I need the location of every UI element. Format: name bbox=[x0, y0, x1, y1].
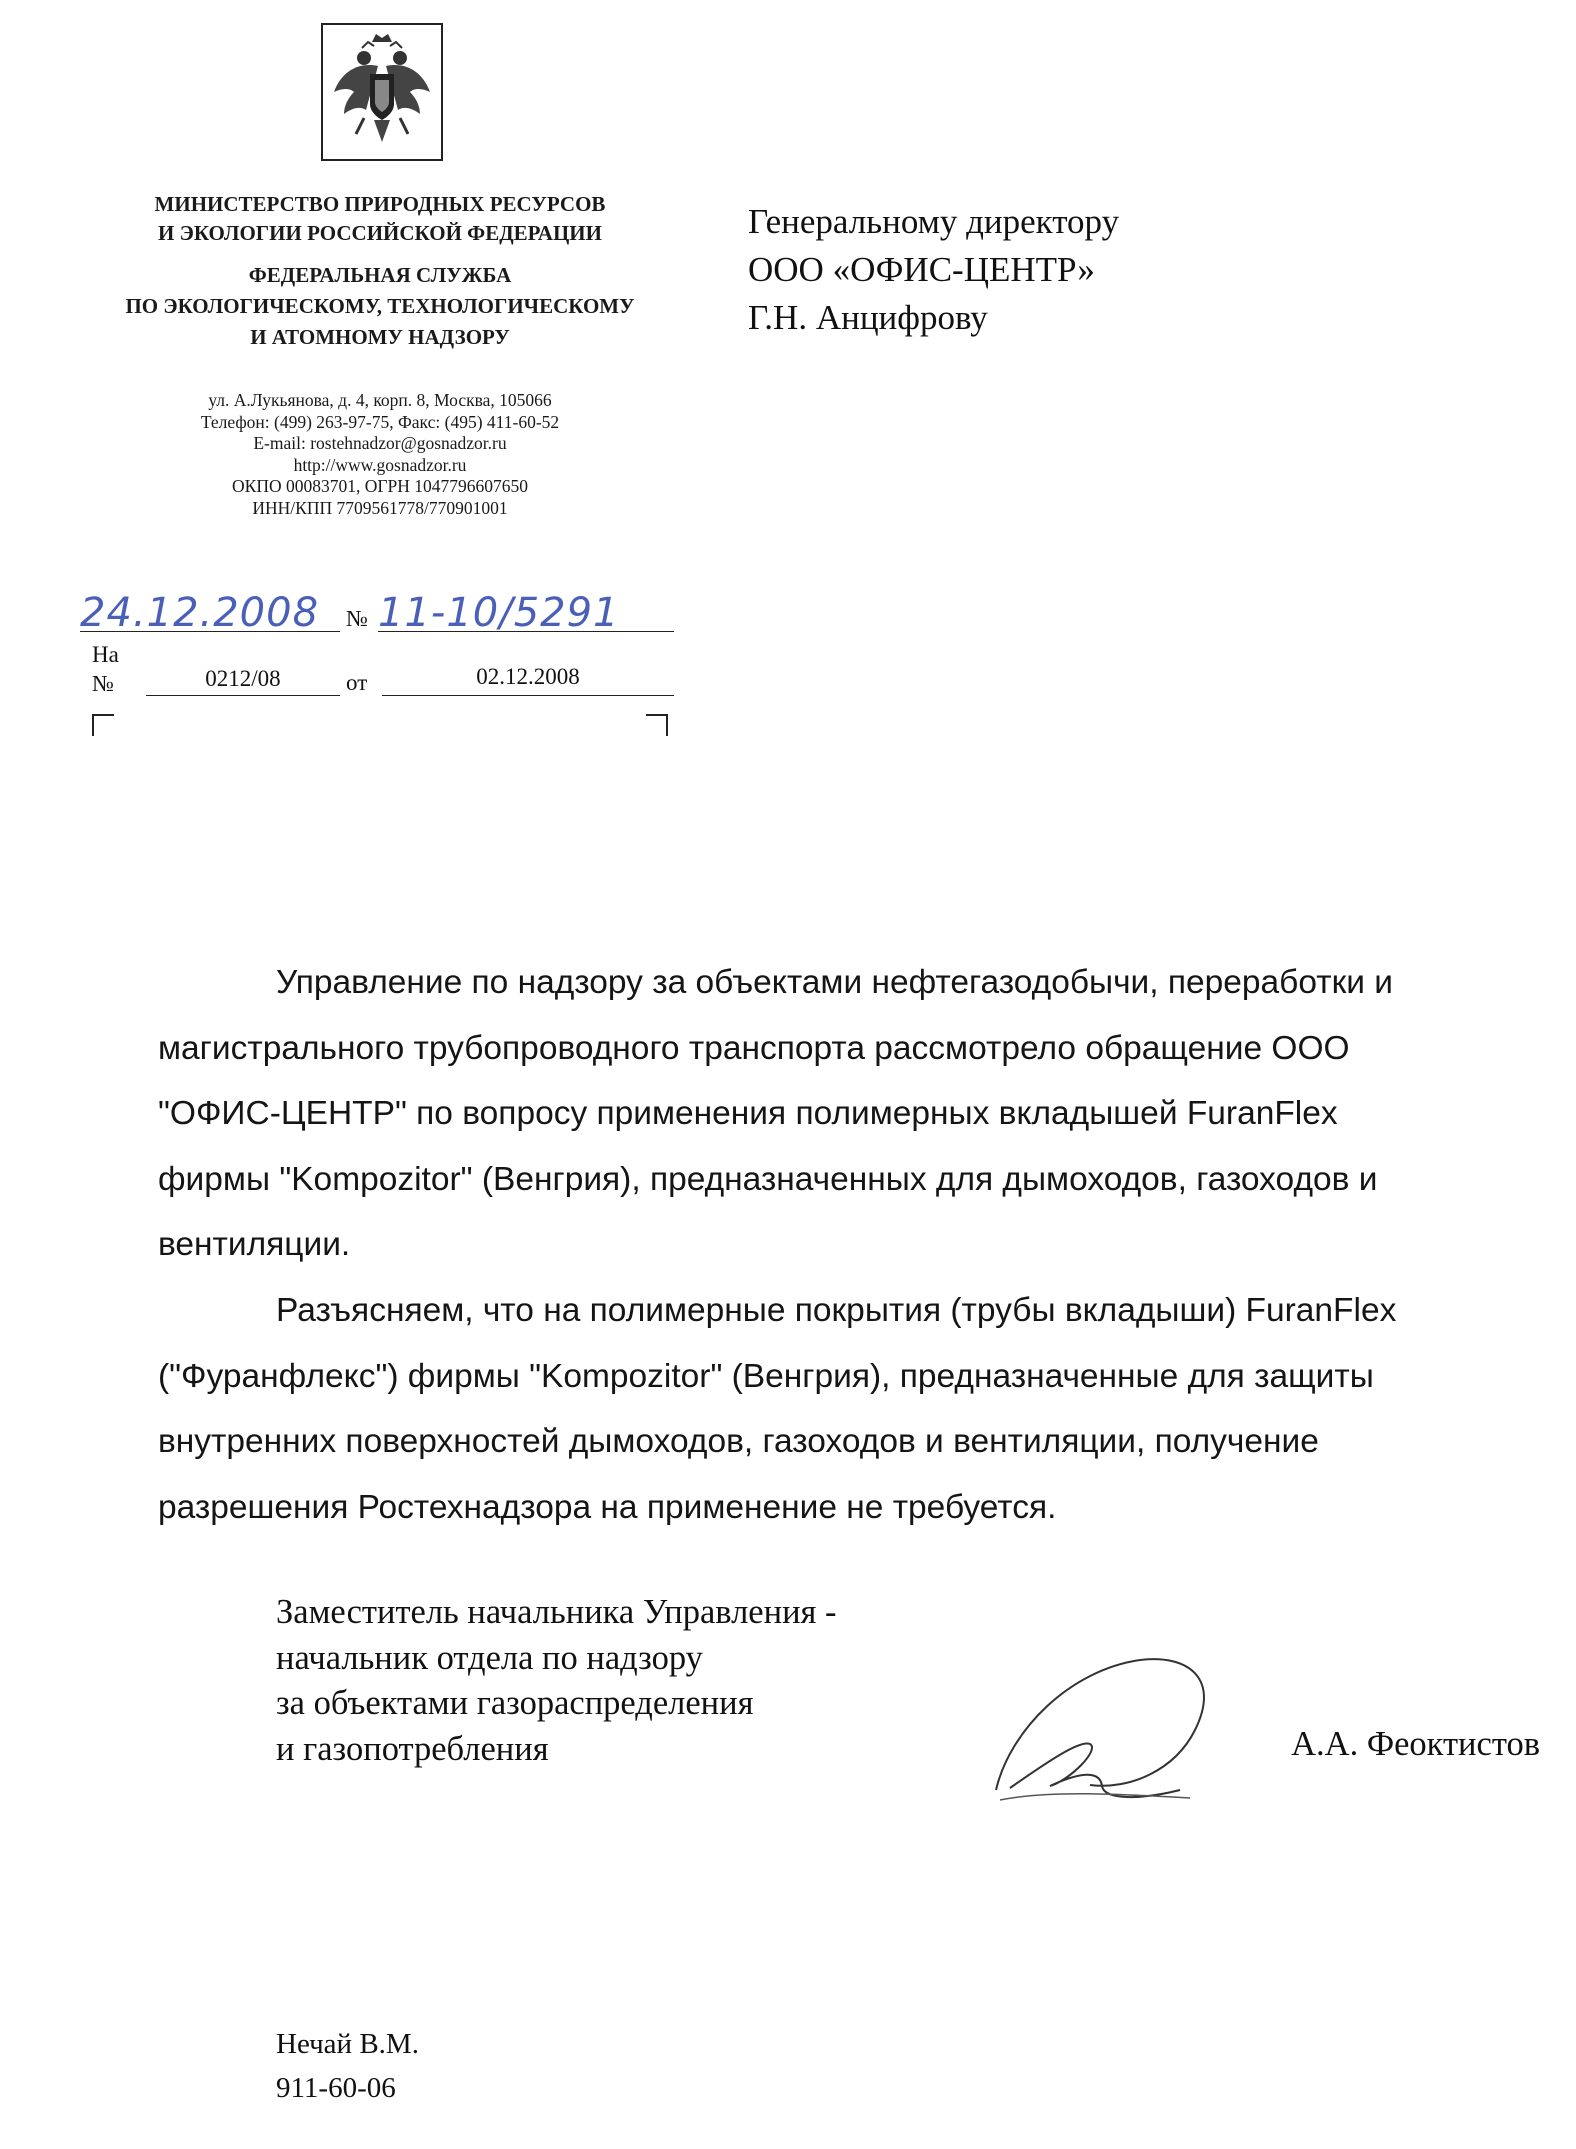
reference-label bbox=[92, 640, 119, 698]
executor-block bbox=[276, 2022, 419, 2110]
executor-phone: 911-60-06 bbox=[276, 2072, 396, 2104]
signatory-title-line-3: за объектами газораспределения bbox=[276, 1684, 754, 1722]
website: http://www.gosnadzor.ru bbox=[293, 454, 467, 475]
signatory-title bbox=[276, 1590, 976, 1772]
handwritten-signature bbox=[990, 1640, 1220, 1820]
paragraph-2 bbox=[158, 1278, 1520, 1540]
paragraph-1-line-1: Управление по надзору за объектами нефтегазодобычи, переработки и bbox=[276, 964, 1393, 1001]
service-line-3: И АТОМНОМУ НАДЗОРУ bbox=[250, 325, 510, 349]
paragraph-1 bbox=[158, 950, 1520, 1278]
executor-name: Нечай В.М. bbox=[276, 2028, 419, 2060]
coat-of-arms-emblem bbox=[320, 22, 444, 162]
reference-from-label: от bbox=[346, 670, 368, 695]
reference-number: 0212/08 bbox=[205, 666, 281, 691]
email: E-mail: rostehnadzor@gosnadzor.ru bbox=[253, 433, 507, 453]
number-underline bbox=[378, 631, 674, 632]
addressee-block bbox=[748, 198, 1508, 342]
paragraph-2-line-1: Разъясняем, что на полимерные покрытия (трубы вкладыши) FuranFlex bbox=[276, 1291, 1397, 1329]
corner-bracket-left bbox=[92, 714, 114, 736]
reference-date-underline bbox=[382, 695, 674, 696]
addressee-line-1: Генеральному директору bbox=[748, 202, 1120, 241]
letter-body bbox=[158, 950, 1520, 1540]
reference-date: 02.12.2008 bbox=[476, 664, 580, 689]
paragraph-2-line-4: разрешения Ростехнадзора на применение не требуется. bbox=[158, 1488, 1057, 1526]
corner-bracket-right bbox=[646, 714, 668, 736]
letterhead-service bbox=[100, 260, 660, 353]
paragraph-1-line-5: вентиляции. bbox=[158, 1226, 351, 1264]
paragraph-2-line-2: ("Фуранфлекс") фирмы "Kompozitor" (Венгрия), предназначенные для защиты bbox=[158, 1357, 1374, 1395]
ministry-line-1: МИНИСТЕРСТВО ПРИРОДНЫХ РЕСУРСОВ bbox=[154, 192, 606, 216]
okpo-ogrn: ОКПО 00083701, ОГРН 1047796607650 bbox=[232, 476, 528, 496]
paragraph-1-line-4: фирмы "Kompozitor" (Венгрия), предназначенных для дымоходов, газоходов и bbox=[158, 1160, 1378, 1198]
service-line-1: ФЕДЕРАЛЬНАЯ СЛУЖБА bbox=[248, 263, 512, 287]
paragraph-1-line-3: "ОФИС-ЦЕНТР" по вопросу применения полимерных вкладышей FuranFlex bbox=[158, 1095, 1338, 1133]
paragraph-1-line-2: магистрального трубопроводного транспорта рассмотрело обращение ООО bbox=[158, 1029, 1350, 1067]
addressee-line-2: ООО «ОФИС-ЦЕНТР» bbox=[748, 250, 1095, 289]
paragraph-2-line-3: внутренних поверхностей дымоходов, газоходов и вентиляции, получение bbox=[158, 1423, 1319, 1461]
addressee-line-3: Г.Н. Анцифрову bbox=[748, 298, 988, 337]
letterhead-contacts bbox=[100, 390, 660, 519]
handwritten-number: 11-10/5291 bbox=[378, 590, 620, 636]
handwritten-date: 24.12.2008 bbox=[80, 590, 320, 636]
letterhead-ministry bbox=[100, 190, 660, 248]
signatory-title-line-1: Заместитель начальника Управления - bbox=[276, 1593, 837, 1631]
inn-kpp: ИНН/КПП 7709561778/770901001 bbox=[252, 497, 508, 518]
signatory-name: А.А. Феоктистов bbox=[1291, 1725, 1540, 1763]
phone-fax: Телефон: (499) 263-97-75, Факс: (495) 411-60-52 bbox=[200, 411, 560, 432]
signatory-title-line-2: начальник отдела по надзору bbox=[276, 1638, 703, 1677]
signatory-title-line-4: и газопотребления bbox=[276, 1729, 549, 1768]
address: ул. А.Лукьянова, д. 4, корп. 8, Москва, 105066 bbox=[208, 390, 552, 410]
ministry-line-2: И ЭКОЛОГИИ РОССИЙСКОЙ ФЕДЕРАЦИИ bbox=[158, 221, 602, 245]
reference-number-underline bbox=[146, 695, 340, 696]
reference-label-line-2: № bbox=[92, 671, 114, 696]
date-underline bbox=[80, 631, 340, 632]
number-sign: № bbox=[346, 606, 368, 631]
service-line-2: ПО ЭКОЛОГИЧЕСКОМУ, ТЕХНОЛОГИЧЕСКОМУ bbox=[125, 294, 635, 318]
reference-label-line-1: На bbox=[92, 642, 119, 667]
